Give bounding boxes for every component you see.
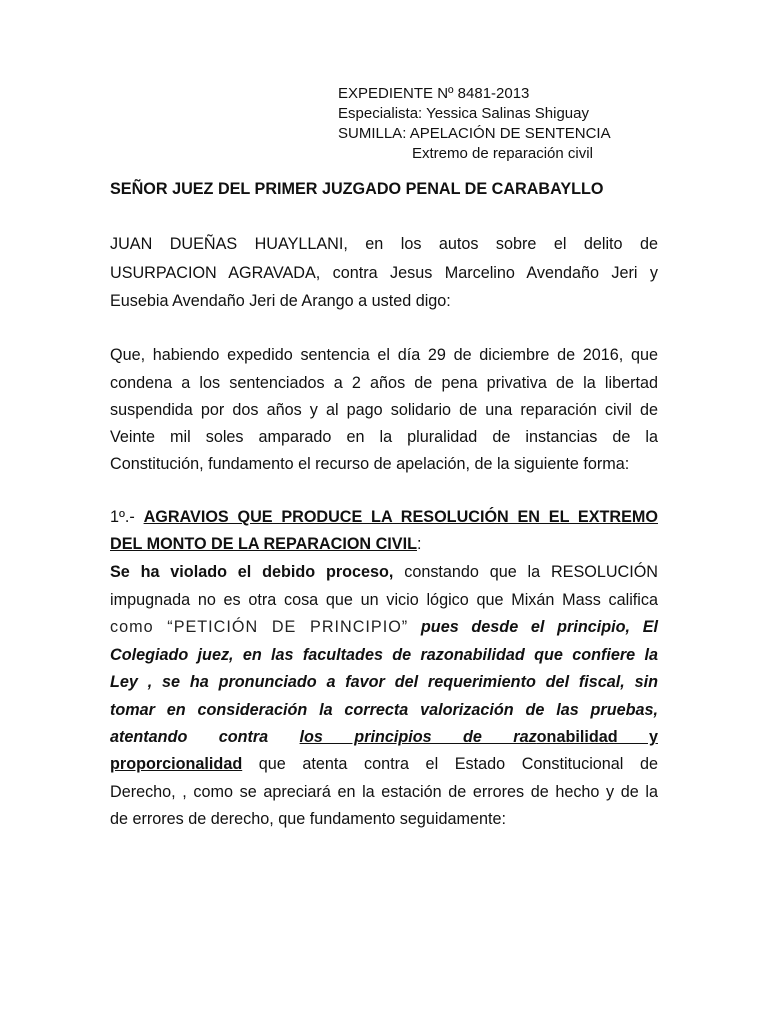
section-heading-part1: AGRAVIOS QUE PRODUCE LA RESOLUCIÓN EN EL EXTREMO <box>143 508 658 526</box>
section-line: impugnada no es otra cosa que un vicio lógico que Mixán Mass califica <box>110 591 658 609</box>
section-heading-colon: : <box>416 535 422 553</box>
section-emphasis: pues desde el principio, El <box>408 618 658 636</box>
intro-line: USURPACION AGRAVADA, contra Jesus Marcelino Avendaño Jeri y <box>110 264 658 282</box>
section-lead: Se ha violado el debido proceso, <box>110 563 394 581</box>
section-text: constando que la RESOLUCIÓN <box>393 563 658 581</box>
quoted-term: como “PETICIÓN DE PRINCIPIO” <box>110 618 409 636</box>
section-line: tomar en consideración la correcta valorización de las pruebas, <box>110 701 658 719</box>
principles-underlined: los principios de raz <box>299 728 537 746</box>
section-line: Ley , se ha pronunciado a favor del requerimiento del fiscal, sin <box>110 673 658 691</box>
intro-line: Eusebia Avendaño Jeri de Arango a usted digo: <box>110 292 451 310</box>
body-line: suspendida por dos años y al pago solidario de una reparación civil de <box>110 401 658 419</box>
expediente-number: EXPEDIENTE Nº 8481-2013 <box>338 85 530 102</box>
section-heading <box>110 508 658 527</box>
section-line <box>110 618 658 637</box>
section-heading <box>110 535 658 554</box>
section-line: de errores de derecho, que fundamento seguidamente: <box>110 810 506 828</box>
body-line: condena a los sentenciados a 2 años de pena privativa de la libertad <box>110 374 658 392</box>
intro-line: JUAN DUEÑAS HUAYLLANI, en los autos sobre el delito de <box>110 235 658 253</box>
case-header <box>338 84 611 164</box>
sumilla-line: SUMILLA: APELACIÓN DE SENTENCIA <box>338 125 611 142</box>
section-line <box>110 563 658 582</box>
proportionality-term: proporcionalidad <box>110 755 243 773</box>
section-line: Colegiado juez, en las facultades de razonabilidad que confiere la <box>110 646 658 664</box>
section-text: atentando contra <box>110 728 300 746</box>
section-line <box>110 755 658 774</box>
addressee: SEÑOR JUEZ DEL PRIMER JUZGADO PENAL DE CARABAYLLO <box>110 180 604 198</box>
section-text: que atenta contra el Estado Constitucional de <box>242 755 658 773</box>
sumilla-detail: Extremo de reparación civil <box>412 145 593 162</box>
body-line: Veinte mil soles amparado en la pluralidad de instancias de la <box>110 428 658 446</box>
section-line: Derecho, , como se apreciará en la estación de errores de hecho y de la <box>110 783 658 801</box>
principles-underlined: onabilidad y <box>536 728 658 746</box>
section-heading-part2: DEL MONTO DE LA REPARACION CIVIL <box>110 535 417 553</box>
section-number: 1º.- <box>110 508 144 526</box>
section-line <box>110 728 658 747</box>
body-line: Constitución, fundamento el recurso de apelación, de la siguiente forma: <box>110 455 630 473</box>
body-line: Que, habiendo expedido sentencia el día 29 de diciembre de 2016, que <box>110 346 658 364</box>
especialista-line: Especialista: Yessica Salinas Shiguay <box>338 105 589 122</box>
